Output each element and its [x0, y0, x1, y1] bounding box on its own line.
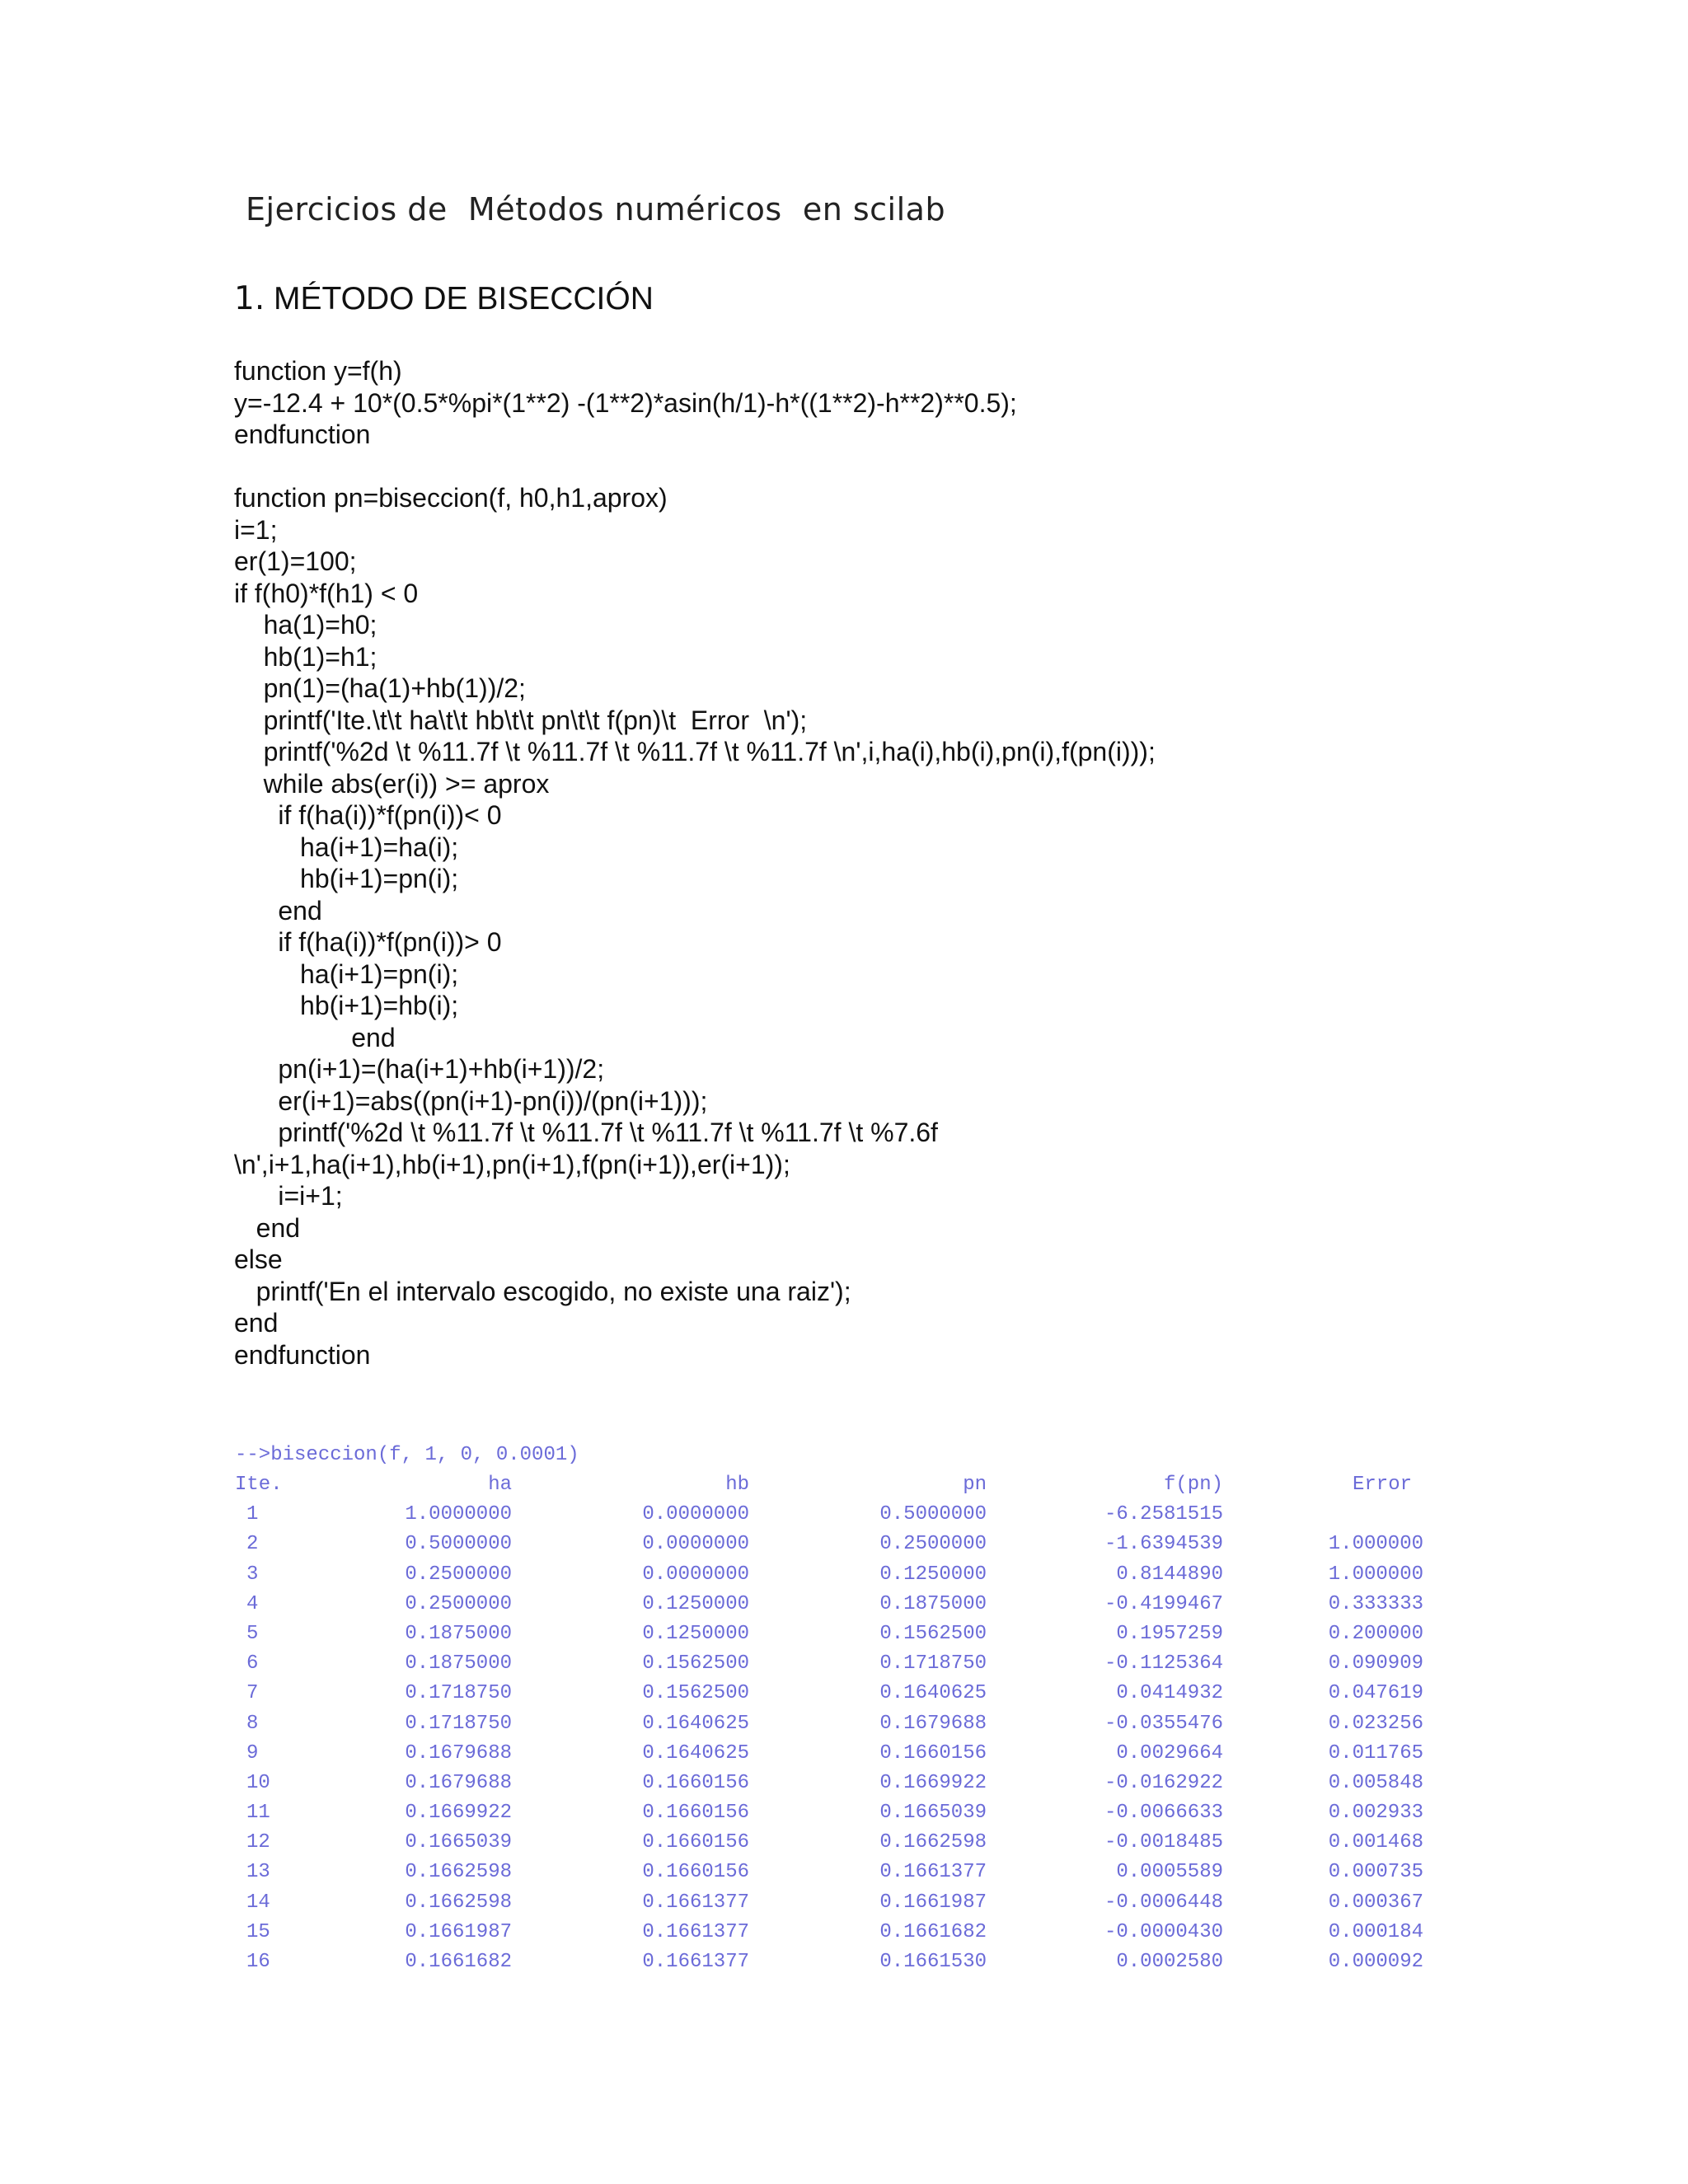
table-row — [235, 1947, 1438, 1977]
code-line: printf('%2d \t %11.7f \t %11.7f \t %11.7f \t %11.7f \n',i,ha(i),hb(i),pn(i),f(pn(i))); — [234, 737, 1156, 766]
code-line: printf('En el intervalo escogido, no existe una raiz'); — [234, 1276, 851, 1306]
cell-error: 0.333333 — [1328, 1592, 1423, 1615]
cell-ha: 0.1669922 — [405, 1802, 512, 1825]
table-row — [235, 1769, 1438, 1798]
header-pn: pn — [963, 1474, 987, 1496]
cell-error: 0.090909 — [1328, 1652, 1423, 1675]
cell-ha: 0.2500000 — [405, 1592, 512, 1615]
cell-ha: 0.1662598 — [405, 1861, 512, 1884]
header-ha: ha — [488, 1474, 512, 1496]
cell-ha: 0.1661987 — [405, 1920, 512, 1943]
cell-pn: 0.1661377 — [879, 1861, 987, 1884]
cell-ite: 1 — [246, 1503, 259, 1526]
table-row — [235, 1858, 1438, 1887]
table-row — [235, 1649, 1438, 1679]
console-rows — [235, 1500, 1438, 1977]
cell-error: 0.002933 — [1328, 1802, 1423, 1825]
table-row — [235, 1709, 1438, 1739]
cell-hb: 0.1640625 — [642, 1712, 749, 1735]
cell-fpn: -1.6394539 — [1104, 1533, 1223, 1556]
code-line: hb(1)=h1; — [234, 641, 377, 672]
header-fpn: f(pn) — [1163, 1474, 1223, 1496]
code-line: i=1; — [234, 514, 278, 545]
cell-pn: 0.1669922 — [879, 1771, 987, 1794]
cell-ite: 2 — [246, 1533, 259, 1556]
cell-pn: 0.1875000 — [879, 1592, 987, 1615]
cell-pn: 0.1661682 — [879, 1920, 987, 1943]
table-row — [235, 1679, 1438, 1708]
code-line: printf('Ite.\t\t ha\t\t hb\t\t pn\t\t f(pn)\t Error \n'); — [234, 705, 808, 735]
cell-pn: 0.1640625 — [879, 1682, 987, 1705]
header-hb: hb — [725, 1474, 749, 1496]
code-line: endfunction — [234, 1339, 371, 1370]
section-heading — [234, 280, 654, 317]
table-row — [235, 1918, 1438, 1947]
section-number: 1. — [234, 280, 265, 317]
cell-ha: 0.1661682 — [405, 1951, 512, 1973]
cell-fpn: 0.8144890 — [1116, 1563, 1223, 1586]
cell-fpn: -0.1125364 — [1104, 1652, 1223, 1675]
cell-hb: 0.1562500 — [642, 1682, 749, 1705]
cell-hb: 0.1661377 — [642, 1920, 749, 1943]
table-row — [235, 1888, 1438, 1918]
cell-fpn: -0.0000430 — [1104, 1920, 1223, 1943]
cell-hb: 0.1562500 — [642, 1652, 749, 1675]
cell-pn: 0.1661530 — [879, 1951, 987, 1973]
cell-ite: 12 — [246, 1831, 270, 1854]
cell-error: 0.200000 — [1328, 1622, 1423, 1645]
cell-ite: 16 — [246, 1951, 270, 1973]
code-line: i=i+1; — [234, 1181, 343, 1211]
cell-hb: 0.1660156 — [642, 1771, 749, 1794]
code-line: \n',i+1,ha(i+1),hb(i+1),pn(i+1),f(pn(i+1)),er(i+1)); — [234, 1149, 790, 1179]
cell-hb: 0.1661377 — [642, 1891, 749, 1914]
table-row — [235, 1828, 1438, 1858]
code-line: ha(i+1)=ha(i); — [234, 832, 459, 862]
code-line: while abs(er(i)) >= aprox — [234, 768, 550, 799]
cell-error: 0.011765 — [1328, 1741, 1423, 1765]
header-ite: Ite. — [235, 1474, 283, 1496]
cell-ite: 9 — [246, 1741, 259, 1765]
code-line — [234, 451, 1156, 483]
table-row — [235, 1590, 1438, 1619]
cell-ite: 6 — [246, 1652, 259, 1675]
cell-ha: 0.1718750 — [405, 1682, 512, 1705]
cell-ite: 11 — [246, 1802, 270, 1825]
console-header-row — [235, 1470, 1438, 1500]
code-line: printf('%2d \t %11.7f \t %11.7f \t %11.7f \t %11.7f \t %7.6f — [234, 1118, 938, 1147]
cell-ite: 15 — [246, 1920, 270, 1943]
code-line: end — [234, 1212, 301, 1243]
cell-fpn: -0.0162922 — [1104, 1771, 1223, 1794]
cell-ha: 0.1875000 — [405, 1622, 512, 1645]
cell-pn: 0.1661987 — [879, 1891, 987, 1914]
cell-pn: 0.2500000 — [879, 1533, 987, 1556]
cell-ha: 0.1662598 — [405, 1891, 512, 1914]
code-line: hb(i+1)=pn(i); — [234, 864, 459, 893]
cell-fpn: 0.0414932 — [1116, 1682, 1223, 1705]
console-command: -->biseccion(f, 1, 0, 0.0001) — [235, 1444, 579, 1466]
cell-hb: 0.0000000 — [642, 1563, 749, 1586]
table-row — [235, 1619, 1438, 1649]
cell-hb: 0.1250000 — [642, 1592, 749, 1615]
cell-hb: 0.1660156 — [642, 1802, 749, 1825]
code-line: if f(h0)*f(h1) < 0 — [234, 578, 419, 608]
cell-error: 1.000000 — [1328, 1533, 1423, 1556]
cell-pn: 0.1665039 — [879, 1802, 987, 1825]
cell-error: 0.000735 — [1328, 1861, 1423, 1884]
code-line: end — [234, 1022, 396, 1052]
cell-pn: 0.1662598 — [879, 1831, 987, 1854]
table-row — [235, 1560, 1438, 1590]
cell-ha: 0.1875000 — [405, 1652, 512, 1675]
cell-error: 0.000184 — [1328, 1920, 1423, 1943]
cell-ite: 13 — [246, 1861, 270, 1884]
cell-error: 0.005848 — [1328, 1771, 1423, 1794]
table-row — [235, 1530, 1438, 1559]
code-line: y=-12.4 + 10*(0.5*%pi*(1**2) -(1**2)*asin(h/1)-h*((1**2)-h**2)**0.5); — [234, 387, 1017, 418]
cell-error: 0.000367 — [1328, 1891, 1423, 1914]
cell-ite: 10 — [246, 1771, 270, 1794]
table-row — [235, 1798, 1438, 1828]
cell-fpn: 0.0005589 — [1116, 1861, 1223, 1884]
cell-hb: 0.1640625 — [642, 1741, 749, 1765]
code-line: end — [234, 895, 322, 926]
cell-fpn: 0.1957259 — [1116, 1622, 1223, 1645]
cell-pn: 0.1660156 — [879, 1741, 987, 1765]
cell-pn: 0.1250000 — [879, 1563, 987, 1586]
cell-ite: 7 — [246, 1682, 259, 1705]
table-row — [235, 1500, 1438, 1530]
console-output — [235, 1441, 1438, 1977]
cell-ha: 0.2500000 — [405, 1563, 512, 1586]
cell-ha: 0.1679688 — [405, 1771, 512, 1794]
cell-error: 0.047619 — [1328, 1682, 1423, 1705]
cell-ite: 3 — [246, 1563, 259, 1586]
cell-error: 1.000000 — [1328, 1563, 1423, 1586]
code-line: if f(ha(i))*f(pn(i))> 0 — [234, 927, 502, 957]
code-line: end — [234, 1308, 279, 1338]
cell-ha: 0.1665039 — [405, 1831, 512, 1854]
code-line: er(1)=100; — [234, 546, 357, 576]
cell-fpn: -0.0006448 — [1104, 1891, 1223, 1914]
code-line: function y=f(h) — [234, 356, 402, 386]
code-line: function pn=biseccion(f, h0,h1,aprox) — [234, 483, 668, 513]
code-line: pn(1)=(ha(1)+hb(1))/2; — [234, 673, 526, 703]
cell-ha: 0.5000000 — [405, 1533, 512, 1556]
section-title: MÉTODO DE BISECCIÓN — [265, 281, 654, 316]
cell-fpn: -0.0066633 — [1104, 1802, 1223, 1825]
table-row — [235, 1739, 1438, 1769]
cell-error: 0.000092 — [1328, 1951, 1423, 1973]
cell-hb: 0.1660156 — [642, 1831, 749, 1854]
cell-fpn: 0.0029664 — [1116, 1741, 1223, 1765]
cell-hb: 0.1250000 — [642, 1622, 749, 1645]
cell-ha: 1.0000000 — [405, 1503, 512, 1526]
cell-fpn: -0.0355476 — [1104, 1712, 1223, 1735]
cell-hb: 0.0000000 — [642, 1533, 749, 1556]
cell-fpn: -0.0018485 — [1104, 1831, 1223, 1854]
cell-hb: 0.1660156 — [642, 1861, 749, 1884]
code-line: ha(1)=h0; — [234, 610, 377, 640]
cell-ite: 14 — [246, 1891, 270, 1914]
header-error: Error — [1352, 1474, 1412, 1496]
cell-ite: 5 — [246, 1622, 259, 1645]
code-listing — [234, 355, 1156, 1371]
cell-pn: 0.1562500 — [879, 1622, 987, 1645]
cell-hb: 0.1661377 — [642, 1951, 749, 1973]
cell-fpn: -0.4199467 — [1104, 1592, 1223, 1615]
cell-hb: 0.0000000 — [642, 1503, 749, 1526]
cell-ha: 0.1718750 — [405, 1712, 512, 1735]
cell-error: 0.023256 — [1328, 1712, 1423, 1735]
cell-error: 0.001468 — [1328, 1831, 1423, 1854]
code-line: if f(ha(i))*f(pn(i))< 0 — [234, 800, 502, 830]
cell-fpn: 0.0002580 — [1116, 1951, 1223, 1973]
document-title: Ejercicios de Métodos numéricos en scilab — [246, 191, 946, 227]
cell-pn: 0.5000000 — [879, 1503, 987, 1526]
cell-fpn: -6.2581515 — [1104, 1503, 1223, 1526]
code-line: hb(i+1)=hb(i); — [234, 991, 459, 1020]
cell-ite: 4 — [246, 1592, 259, 1615]
code-line: else — [234, 1244, 283, 1274]
code-line: ha(i+1)=pn(i); — [234, 958, 459, 989]
cell-pn: 0.1679688 — [879, 1712, 987, 1735]
cell-ite: 8 — [246, 1712, 259, 1735]
code-line: endfunction — [234, 419, 371, 449]
cell-pn: 0.1718750 — [879, 1652, 987, 1675]
code-line: er(i+1)=abs((pn(i+1)-pn(i))/(pn(i+1))); — [234, 1085, 708, 1116]
cell-ha: 0.1679688 — [405, 1741, 512, 1765]
code-line: pn(i+1)=(ha(i+1)+hb(i+1))/2; — [234, 1054, 605, 1084]
